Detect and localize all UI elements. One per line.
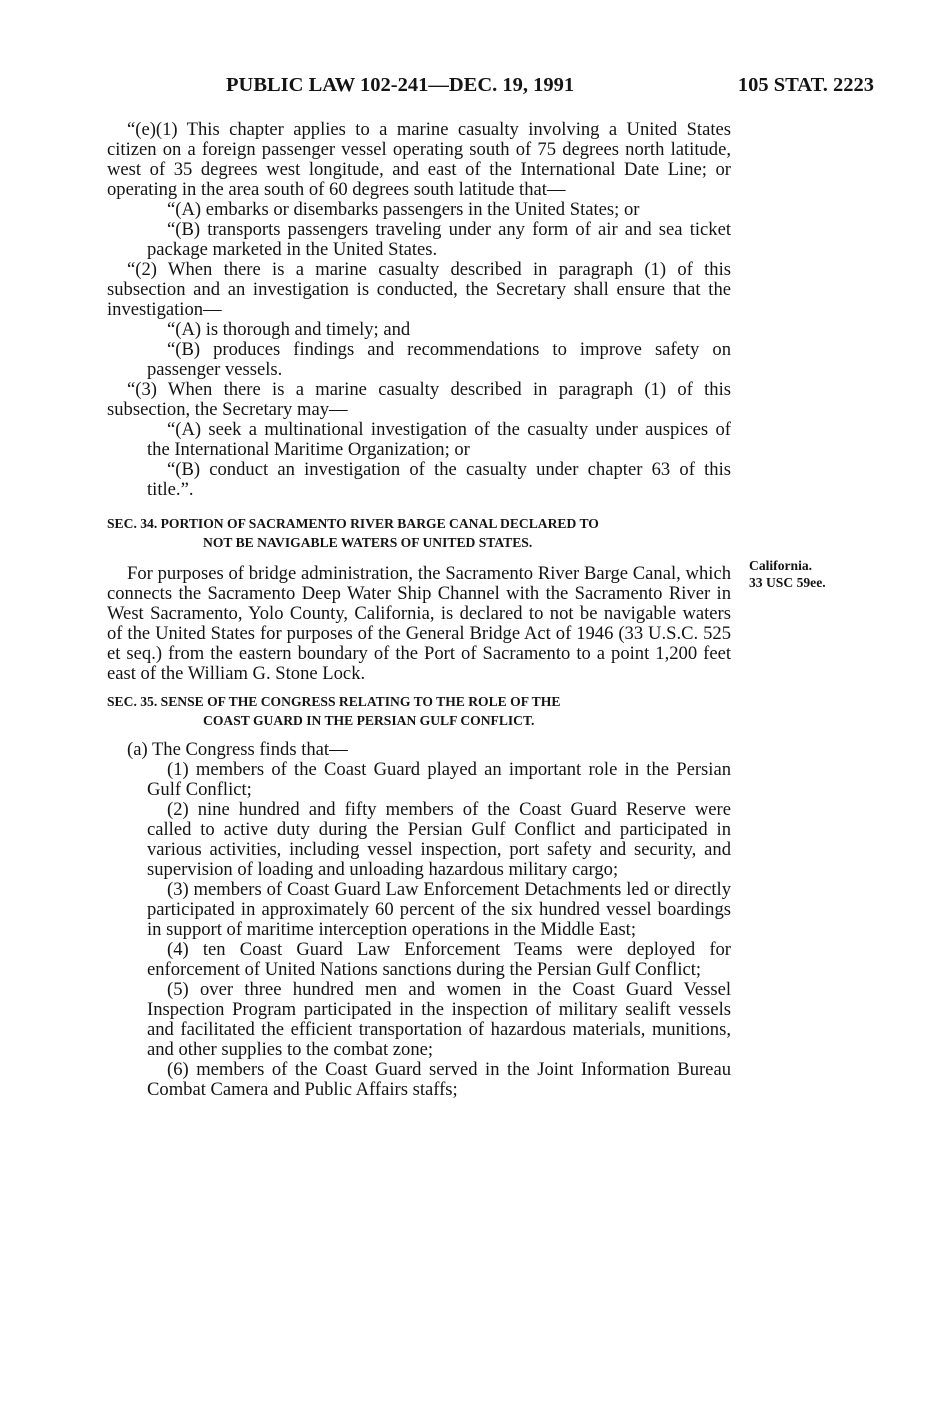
section-35-heading — [107, 692, 731, 730]
paragraph-e3: “(3) When there is a marine casualty described in paragraph (1) of this subsection, the Secretary may— — [107, 379, 731, 420]
margin-note-citation: 33 USC 59ee. — [749, 575, 826, 590]
paragraph-e3-b: “(B) conduct an investigation of the casualty under chapter 63 of this title.”. — [147, 459, 731, 500]
paragraph-e2-a: “(A) is thorough and timely; and — [167, 319, 411, 340]
section-34-heading-line2: NOT BE NAVIGABLE WATERS OF UNITED STATES. — [203, 535, 533, 550]
paragraph-e1-a: “(A) embarks or disembarks passengers in the United States; or — [167, 199, 640, 220]
paragraph-e3-a: “(A) seek a multinational investigation of the casualty under auspices of the International Maritime Organization; or — [147, 419, 731, 460]
section-34-text: For purposes of bridge administration, the Sacramento River Barge Canal, which connects the Sacramento Deep Water Ship Channel with the Sacramento River in West Sacramento, Yolo County, California, is declared to not be navigable waters of the United States for purposes of the General Bridge Act of 1946 (33 U.S.C. 525 et seq.) from the eastern boundary of the Port of Sacramento to a point 1,200 feet east of the William G. Stone Lock. — [107, 563, 731, 684]
section-35-heading-line2: COAST GUARD IN THE PERSIAN GULF CONFLICT. — [203, 713, 535, 728]
paragraph-e2-b: “(B) produces findings and recommendations to improve safety on passenger vessels. — [147, 339, 731, 380]
finding-1: (1) members of the Coast Guard played an important role in the Persian Gulf Conflict; — [147, 759, 731, 800]
margin-note — [749, 557, 899, 591]
finding-3: (3) members of Coast Guard Law Enforcement Detachments led or directly participated in approximately 60 percent of the six hundred vessel boardings in support of maritime interception operations in the Middle East; — [147, 879, 731, 940]
statute-page-number: 105 STAT. 2223 — [737, 74, 874, 96]
finding-4: (4) ten Coast Guard Law Enforcement Teams were deployed for enforcement of United Nations sanctions during the Persian Gulf Conflict; — [147, 939, 731, 980]
public-law-title: PUBLIC LAW 102-241—DEC. 19, 1991 — [226, 74, 575, 96]
section-34-heading-line1: SEC. 34. PORTION OF SACRAMENTO RIVER BARGE CANAL DECLARED TO — [107, 516, 599, 531]
section-34-heading — [107, 514, 731, 552]
paragraph-e1-b: “(B) transports passengers traveling under any form of air and sea ticket package marketed in the United States. — [147, 219, 731, 260]
finding-2: (2) nine hundred and fifty members of the Coast Guard Reserve were called to active duty during the Persian Gulf Conflict and participated in various activities, including vessel inspection, port safety and security, and supervision of loading and unloading hazardous military cargo; — [147, 799, 731, 880]
finding-6: (6) members of the Coast Guard served in the Joint Information Bureau Combat Camera and Public Affairs staffs; — [147, 1059, 731, 1100]
page-header — [226, 72, 874, 98]
finding-5: (5) over three hundred men and women in the Coast Guard Vessel Inspection Program participated in the inspection of military sealift vessels and facilitated the efficient transportation of hazardous materials, munitions, and other supplies to the combat zone; — [147, 979, 731, 1060]
paragraph-e2: “(2) When there is a marine casualty described in paragraph (1) of this subsection and an investigation is conducted, the Secretary shall ensure that the investigation— — [107, 259, 731, 320]
section-35-heading-line1: SEC. 35. SENSE OF THE CONGRESS RELATING TO THE ROLE OF THE — [107, 694, 561, 709]
margin-note-state: California. — [749, 558, 813, 573]
paragraph-e1: “(e)(1) This chapter applies to a marine casualty involving a United States citizen on a foreign passenger vessel operating south of 75 degrees north latitude, west of 35 degrees west longitude, and east of the International Date Line; or operating in the area south of 60 degrees south latitude that— — [107, 119, 731, 200]
section-35-intro: (a) The Congress finds that— — [127, 739, 348, 760]
document-body — [107, 120, 731, 1100]
